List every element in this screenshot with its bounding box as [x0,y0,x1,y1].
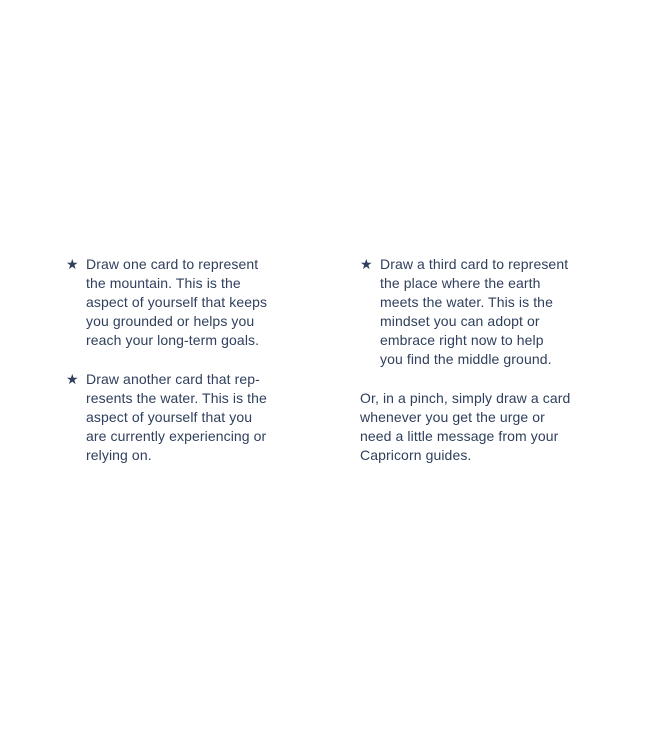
paragraph-text-line: whenever you get the urge or [360,409,545,425]
bullet-text-line: you grounded or helps you [86,313,255,329]
closing-paragraph [360,389,625,465]
bullet-mountain [66,255,331,350]
bullet-text-line: are currently experiencing or [86,428,267,444]
bullet-text-line: aspect of yourself that keeps [86,294,268,310]
bullet-text-line: the place where the earth [380,275,541,291]
bullet-text-line: relying on. [86,447,152,463]
bullet-middle-ground [360,255,625,369]
bullet-text-line: mindset you can adopt or [380,313,540,329]
bullet-text-line: Draw a third card to represent [380,256,569,272]
bullet-text-line: embrace right now to help [380,332,544,348]
star-icon: ★ [66,371,79,387]
bullet-text-line: you find the middle ground. [380,351,552,367]
paragraph-text-line: need a little message from your [360,428,559,444]
star-icon: ★ [66,256,79,272]
bullet-water [66,370,331,465]
bullet-text-line: reach your long-term goals. [86,332,260,348]
bullet-text-line: meets the water. This is the [380,294,553,310]
star-icon: ★ [360,256,373,272]
bullet-text-line: Draw one card to represent [86,256,259,272]
paragraph-text-line: Or, in a pinch, simply draw a card [360,390,571,406]
right-column [360,255,625,465]
bullet-text-line: the mountain. This is the [86,275,241,291]
bullet-text-line: resents the water. This is the [86,390,267,406]
bullet-text-line: aspect of yourself that you [86,409,253,425]
left-column [66,255,331,485]
bullet-text-line: Draw another card that rep- [86,371,260,387]
paragraph-text-line: Capricorn guides. [360,447,472,463]
